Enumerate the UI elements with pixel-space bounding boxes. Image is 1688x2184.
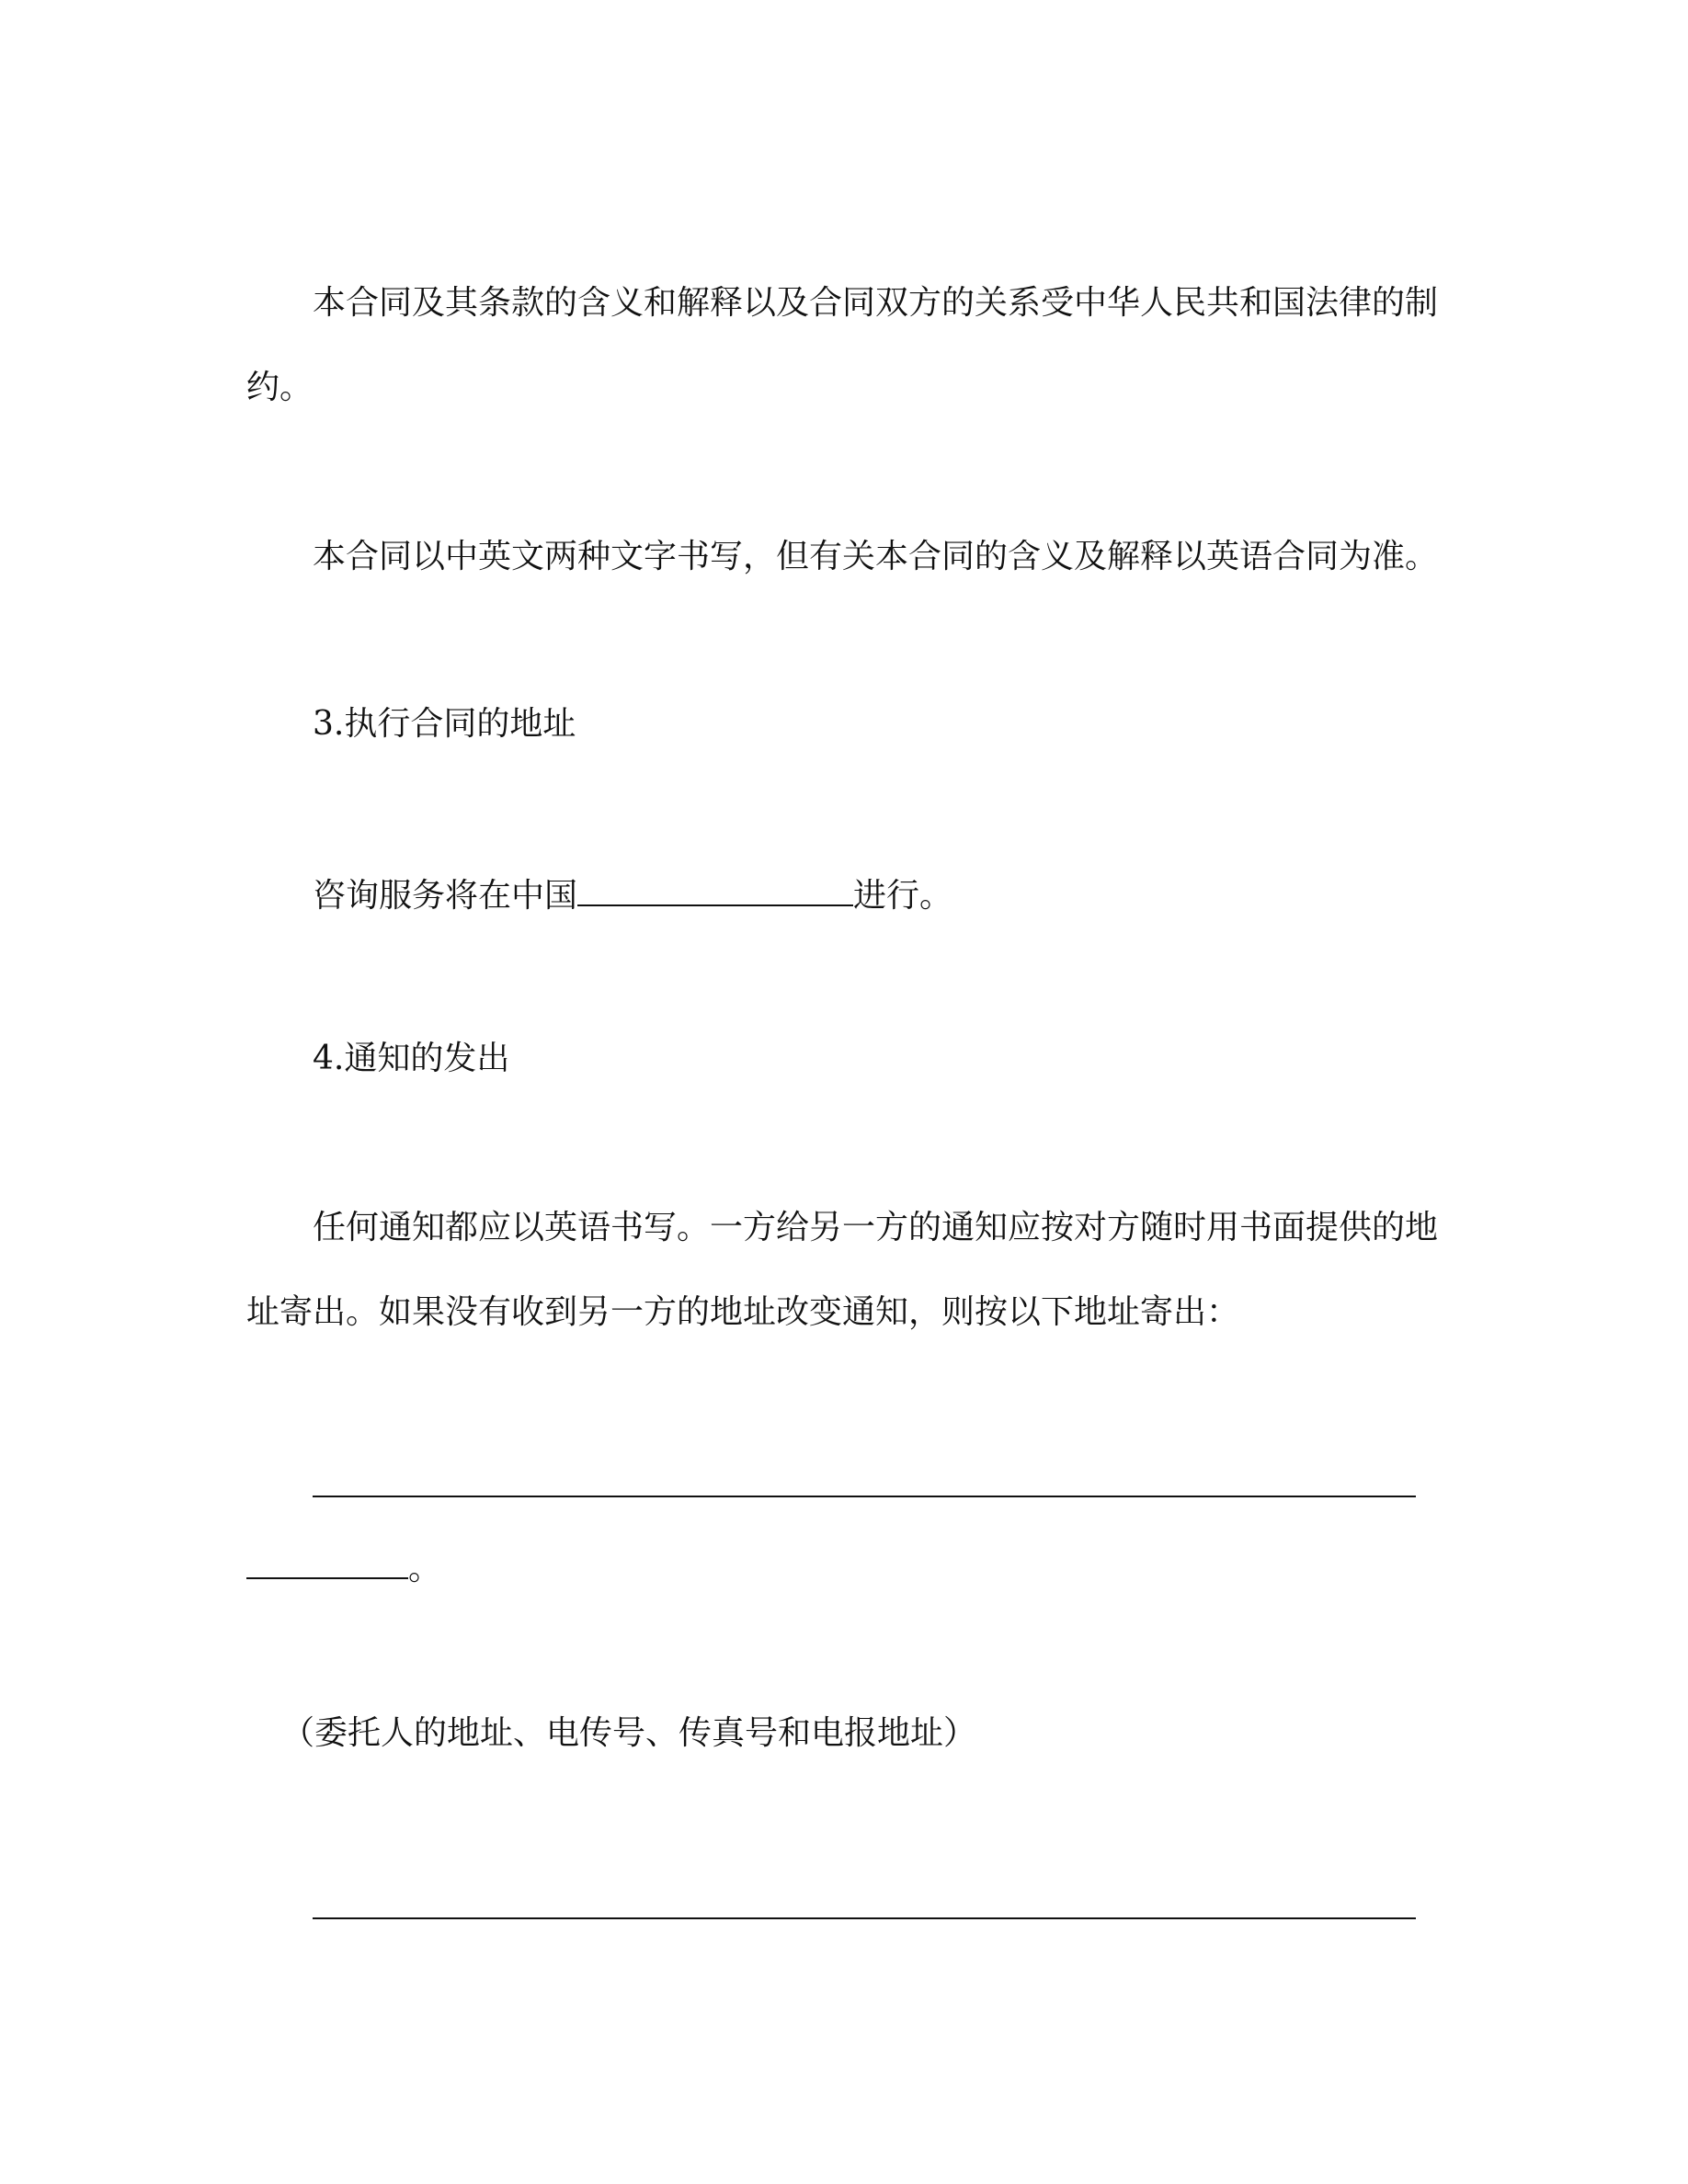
section-heading-3: 3.执行合同的地址 bbox=[313, 705, 576, 743]
address-blank-line-1[interactable] bbox=[313, 1496, 1416, 1497]
paragraph-notice-line-2: 址寄出。如果没有收到另一方的地址改变通知，则按以下地址寄出： bbox=[246, 1293, 1240, 1331]
paragraph-law-line-2: 约。 bbox=[246, 369, 314, 406]
section-heading-4: 4.通知的发出 bbox=[313, 1040, 510, 1077]
paragraph-law-line-1: 本合同及其条款的含义和解释以及合同双方的关系受中华人民共和国法律的制 bbox=[313, 284, 1439, 322]
service-location-blank[interactable] bbox=[577, 871, 853, 906]
client-address-note: （委托人的地址、电传号、传真号和电报地址） bbox=[281, 1714, 977, 1752]
address-blank-continuation bbox=[246, 1544, 441, 1589]
service-location-prefix: 咨询服务将在中国 bbox=[313, 877, 578, 915]
paragraph-notice-line-1: 任何通知都应以英语书写。一方给另一方的通知应按对方随时用书面提供的地 bbox=[313, 1209, 1439, 1246]
address-blank-end: 。 bbox=[408, 1550, 442, 1587]
service-location-suffix: 进行。 bbox=[853, 877, 953, 915]
address-blank-line-2[interactable] bbox=[246, 1544, 408, 1579]
paragraph-language: 本合同以中英文两种文字书写，但有关本合同的含义及解释以英语合同为准。 bbox=[313, 538, 1439, 575]
paragraph-service-location bbox=[313, 871, 952, 916]
address-blank-line-3[interactable] bbox=[313, 1917, 1416, 1919]
